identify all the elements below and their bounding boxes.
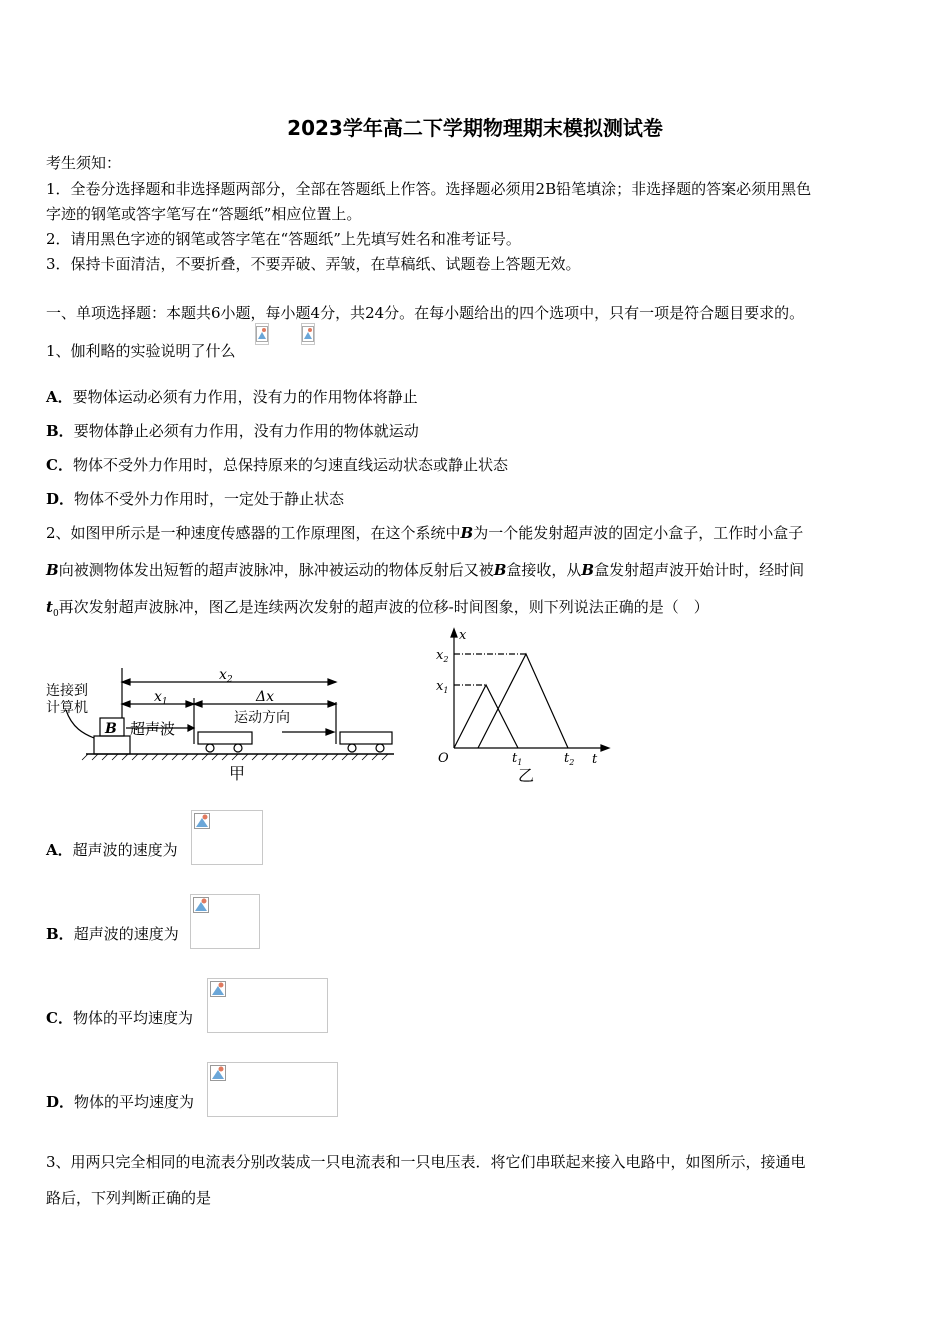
label-connect-2: 计算机 — [46, 700, 88, 716]
formula-image-d — [207, 1062, 338, 1117]
broken-image-icon — [193, 897, 209, 913]
notice-item-1-cont: 字迹的钢笔或答字笔写在“答题纸”相应位置上。 — [46, 205, 362, 223]
q2-option-d: D．物体的平均速度为 — [46, 1093, 195, 1111]
q2-option-b: B．超声波的速度为 — [46, 925, 179, 943]
label-x1: x — [154, 689, 162, 705]
caption-yi: 乙 — [518, 766, 535, 785]
q3-stem-line-1: 3、用两只完全相同的电流表分别改装成一只电流表和一只电压表．将它们串联起来接入电路中，如图所示，接通电 — [46, 1153, 806, 1171]
svg-text:x1: $x_1$ — [436, 679, 449, 695]
label-connect-1: 连接到 — [46, 683, 88, 699]
formula-image-a — [191, 810, 263, 865]
q2-stem-line-1: 2、如图甲所示是一种速度传感器的工作原理图，在这个系统中B为一个能发射超声波的固定小盒子，工作时小盒子 — [46, 524, 804, 542]
label-ultrasound: 超声波 — [130, 720, 176, 738]
tick-x2: x — [436, 648, 444, 663]
notice-item-1: 1．全卷分选择题和非选择题两部分，全部在答题纸上作答。选择题必须用2B铅笔填涂；非选择题的答案必须用黑色 — [46, 180, 812, 198]
notice-heading: 考生须知： — [46, 154, 122, 172]
svg-text:t2: $t_2$ — [564, 751, 575, 767]
q2-stem-line-2: B向被测物体发出短暂的超声波脉冲，脉冲被运动的物体反射后又被B盒接收，从B盒发射超声波开始计时，经时间 — [46, 561, 805, 579]
axis-label-x: x — [459, 628, 467, 643]
page-title: 2023学年高二下学期物理期末模拟测试卷 — [287, 116, 663, 140]
broken-image-icon — [255, 323, 269, 345]
label-motion-direction: 运动方向 — [234, 710, 290, 726]
q2-option-c: C．物体的平均速度为 — [46, 1009, 193, 1027]
svg-text:t1: $t_1$ — [512, 751, 523, 767]
q2-stem-line-3: $t_0$再次发射超声波脉冲，图乙是连续两次发射的超声波的位移-时间图象，则下列说法正确的是（ ） — [46, 598, 709, 619]
q1-option-b: B．要物体静止必须有力作用，没有力作用的物体就运动 — [46, 422, 419, 440]
broken-image-icon — [210, 981, 226, 997]
notice-item-2: 2．请用黑色字迹的钢笔或答字笔在“答题纸”上先填写姓名和准考证号。 — [46, 230, 521, 248]
figure-jia — [44, 662, 396, 786]
q1-option-a: A．要物体运动必须有力作用，没有力的作用物体将静止 — [46, 388, 418, 406]
q3-stem-line-2: 路后，下列判断正确的是 — [46, 1189, 212, 1207]
notice-item-3: 3．保持卡面清洁，不要折叠，不要弄破、弄皱，在草稿纸、试题卷上答题无效。 — [46, 255, 581, 273]
caption-jia: 甲 — [229, 764, 246, 783]
svg-text:x2: $x_2$ — [219, 667, 233, 685]
svg-text:x2: $x_2$ — [436, 648, 449, 664]
label-x2: x — [219, 667, 227, 683]
formula-image-c — [207, 978, 328, 1033]
figure-yi — [432, 626, 614, 786]
tick-t2: t — [564, 751, 570, 766]
broken-image-icon — [301, 323, 315, 345]
broken-image-icon — [194, 813, 210, 829]
tick-t1: t — [512, 751, 518, 766]
q1-stem: 1、伽利略的实验说明了什么 — [46, 342, 236, 360]
broken-image-icon — [210, 1065, 226, 1081]
q2-option-a: A．超声波的速度为 — [46, 841, 178, 859]
axis-label-t: t — [592, 752, 598, 767]
label-box-b: B — [105, 721, 117, 737]
tick-x1: x — [436, 679, 444, 694]
section-heading: 一、单项选择题：本题共6小题，每小题4分，共24分。在每小题给出的四个选项中，只有一项是符合题目要求的。 — [46, 304, 805, 322]
svg-text:x1: $x_1$ — [154, 689, 168, 707]
label-delta-x: Δx — [256, 689, 275, 705]
q1-option-d: D．物体不受外力作用时，一定处于静止状态 — [46, 490, 345, 508]
q1-option-c: C．物体不受外力作用时，总保持原来的匀速直线运动状态或静止状态 — [46, 456, 508, 474]
origin-label: O — [438, 751, 449, 766]
formula-image-b — [190, 894, 260, 949]
